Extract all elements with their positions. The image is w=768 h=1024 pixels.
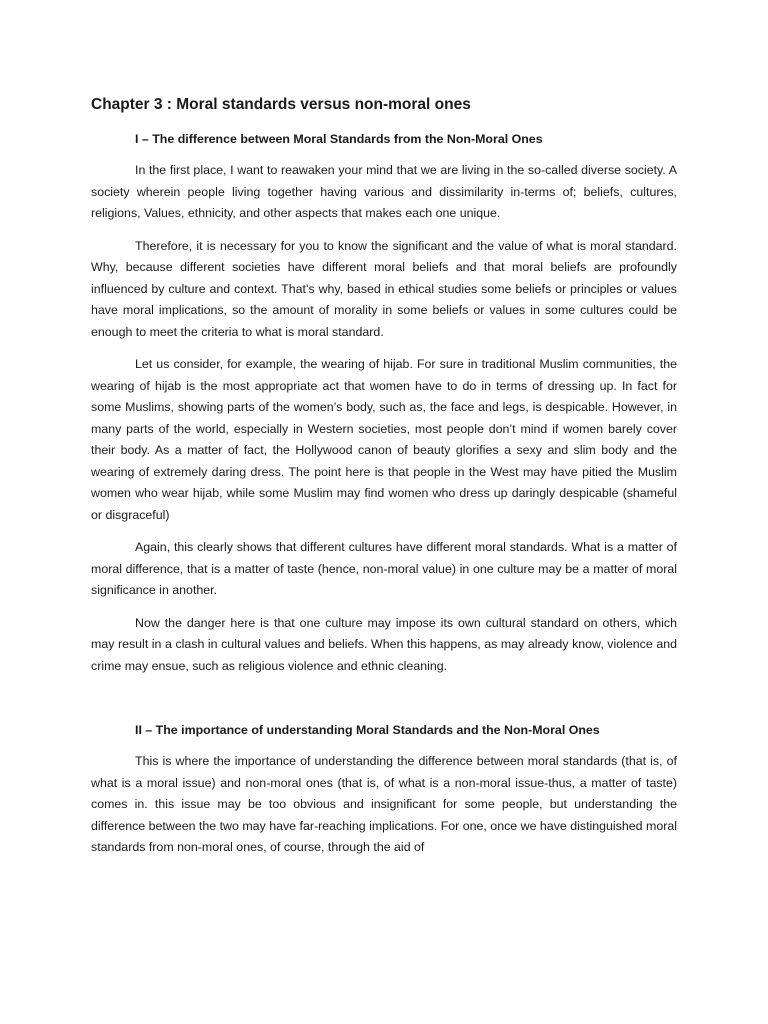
section-heading-1: I – The difference between Moral Standards from the Non-Moral Ones (135, 132, 543, 146)
section-heading-2: II – The importance of understanding Moral Standards and the Non-Moral Ones (135, 723, 600, 737)
paragraph: Now the danger here is that one culture may impose its own cultural standard on others, which may result in a clash in cultural values and beliefs. When this happens, as may already know, violence and crime may ensue, such as religious violence and ethnic cleaning. (91, 615, 677, 673)
paragraph: Let us consider, for example, the wearing of hijab. For sure in traditional Muslim communities, the wearing of hijab is the most appropriate act that women have to do in terms of dressing up. In fact for some Muslims, showing parts of the women’s body, such as, the face and legs, is despicable. However, in many parts of the world, especially in Western societies, most people don’t mind if women barely cover their body. As a matter of fact, the Hollywood canon of beauty glorifies a sexy and slim body and the wearing of extremely daring dress. The point here is that people in the West may have pitied the Muslim women who wear hijab, while some Muslim may find women who dress up daringly despicable (shameful or disgraceful) (91, 357, 677, 522)
document-content (91, 94, 677, 870)
paragraph: In the first place, I want to reawaken your mind that we are living in the so-called diverse society. A society wherein people living together having various and dissimilarity in-terms of; beliefs, cultures, religions, Values, ethnicity, and other aspects that makes each one unique. (91, 163, 677, 220)
section-spacer (91, 688, 677, 720)
paragraph: This is where the importance of understanding the difference between moral standards (that is, of what is a moral issue) and non-moral ones (that is, of what is a non-moral issue-thus, a matter of taste) comes in. this issue may be too obvious and insignificant for some people, but understanding the difference between the two may have far-reaching implications. For one, once we have distinguished moral standards from non-moral ones, of course, through the aid of (91, 754, 677, 854)
paragraph: Again, this clearly shows that different cultures have different moral standards. What is a matter of moral difference, that is a matter of taste (hence, non-moral value) in one culture may be a matter of moral significance in another. (91, 540, 677, 597)
chapter-title: Chapter 3 : Moral standards versus non-moral ones (91, 96, 471, 113)
paragraph: Therefore, it is necessary for you to know the significant and the value of what is moral standard. Why, because different societies have different moral beliefs and that moral beliefs are profoundly influenced by culture and context. That’s why, based in ethical studies some beliefs or principles or values have moral implications, so the amount of morality in some beliefs or values in some cultures could be enough to meet the criteria to what is moral standard. (91, 238, 677, 339)
